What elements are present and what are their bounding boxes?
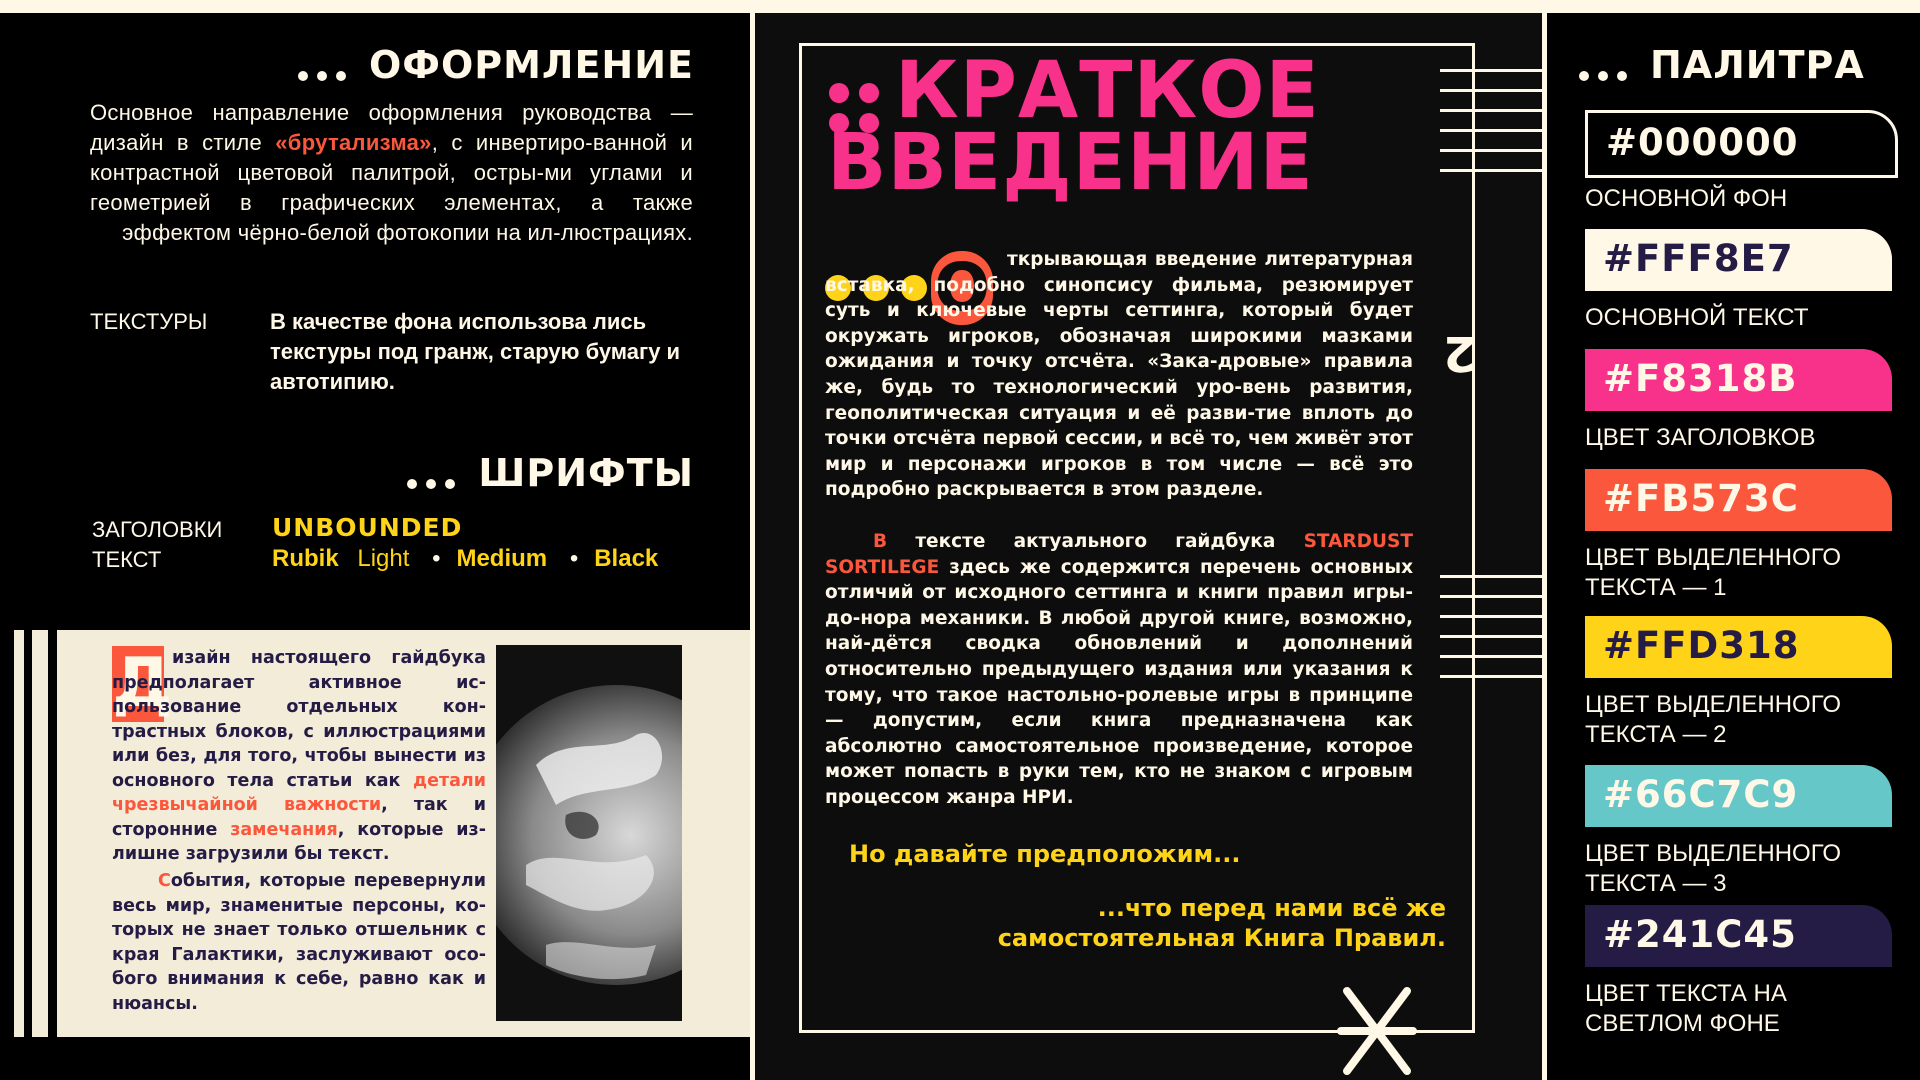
- swatch-3: [1585, 349, 1892, 411]
- fonts-text-values: [272, 545, 658, 573]
- font-weight-medium: Medium: [456, 545, 548, 572]
- design-intro: [90, 98, 693, 248]
- swatch-6: [1585, 765, 1892, 827]
- main-panel: [755, 13, 1542, 1080]
- swatch-label: ОСНОВНОЙ ТЕКСТ: [1585, 304, 1809, 331]
- sample-highlight-1: детали чрезвычайной важности: [112, 770, 486, 815]
- quote-2: [998, 893, 1446, 953]
- swatch-label: ЦВЕТ ТЕКСТА НА СВЕТЛОМ ФОНЕ: [1585, 980, 1787, 1037]
- swatch-hex: #66C7C9: [1603, 773, 1799, 816]
- swatch-hex: #241C45: [1603, 913, 1797, 956]
- intro-text-end: , с инвертиро-ванной и контрастной цветовой палитрой, остры-ми углами и геометрией в графических элементах, а также эффектом чёрно-белой фотокопии на ил-люстрациях.: [90, 130, 693, 245]
- main-title: [827, 46, 1320, 208]
- main-drop-cap: О: [931, 251, 993, 325]
- fonts-title: ШРИФТЫ: [478, 451, 694, 495]
- intro-text: Основное направление оформления руководства — дизайн в стиле: [90, 100, 693, 155]
- main-title-line1: КРАТКОЕ: [895, 46, 1320, 136]
- quote-1: Но давайте предположим...: [849, 840, 1241, 868]
- page-number: 2: [1443, 325, 1477, 381]
- swatch-label: ЦВЕТ ВЫДЕЛЕННОГО ТЕКСТА — 2: [1585, 691, 1842, 748]
- swatch-label: ОСНОВНОЙ ФОН: [1585, 185, 1788, 212]
- textures-text: В качестве фона использова лись текстуры под гранж, старую бумагу и автотипию.: [270, 309, 681, 394]
- p2-cap: В: [873, 531, 888, 552]
- dots-icon: [298, 46, 355, 90]
- sample-text: , так и сторонние: [112, 795, 486, 840]
- swatch-hex: #FB573C: [1603, 477, 1799, 520]
- design-title: ОФОРМЛЕНИЕ: [368, 43, 694, 87]
- star-icon: [1337, 985, 1417, 1080]
- palette-panel: [1547, 13, 1920, 1080]
- fonts-heading: [407, 451, 694, 498]
- bullet: •: [432, 545, 441, 572]
- sample-paragraph-2: [112, 869, 486, 1016]
- swatch-4: [1585, 469, 1892, 531]
- swatch-5: [1585, 616, 1892, 678]
- sample-highlight-2: замечания: [230, 819, 338, 840]
- palette-heading: [1579, 43, 1865, 90]
- design-panel: [0, 13, 750, 630]
- swatch-7: [1585, 905, 1892, 967]
- font-weight-light: Light: [357, 545, 410, 572]
- quote-2-line1: ...что перед нами всё же: [1097, 894, 1446, 922]
- sample-text: , которые из-лишне загрузили бы текст.: [112, 819, 486, 864]
- quote-2-line2: самостоятельная Книга Правил.: [997, 924, 1446, 952]
- textures-label: ТЕКСТУРЫ: [90, 309, 208, 334]
- earth-image: [496, 645, 682, 1021]
- sample-cap: С: [158, 871, 171, 891]
- main-title-line2: ВВЕДЕНИЕ: [827, 118, 1314, 208]
- swatch-hex: #000000: [1606, 121, 1799, 164]
- dots-icon: [1579, 46, 1636, 90]
- main-text: тексте актуального гайдбука: [887, 531, 1304, 552]
- top-stripes: [1440, 69, 1542, 189]
- sample-panel: [0, 630, 750, 1037]
- sample-footer-bar: [0, 1037, 750, 1080]
- swatch-label: ЦВЕТ ВЫДЕЛЕННОГО ТЕКСТА — 1: [1585, 544, 1842, 601]
- sample-paragraph-1: [112, 646, 486, 867]
- swatch-label: ЦВЕТ ЗАГОЛОВКОВ: [1585, 424, 1816, 451]
- sample-drop-cap: Д: [112, 644, 173, 723]
- font-family-rubik: Rubik: [272, 545, 339, 572]
- main-text: здесь же содержится перечень основных отличий от исходного сеттинга и книги правил игры-до-нора механики. В любой другой книге, возможно, най-дётся сводка обновлений и дополнений относительно предыдущего издания или указания к тому, что такое настольно-ролевые игры в принципе — допустим, если книга предназначена как абсолютно самостоятельное произведение, которое может попасть в руки тем, кто не знаком с игровым процессом жанра НРИ.: [825, 556, 1413, 808]
- game-title-highlight: STARDUST SORTILEGE: [825, 531, 1413, 578]
- swatch-hex: #FFF8E7: [1603, 237, 1794, 280]
- fonts-headings-value: UNBOUNDED: [272, 513, 463, 542]
- font-weight-black: Black: [594, 545, 659, 572]
- sample-text: изайн настоящего гайдбука предполагает активное ис-пользование отдельных кон-трастных блоков, с иллюстрациями или без, для того, чтобы вынести из основного тела статьи как: [112, 648, 486, 791]
- mid-stripes: [1440, 575, 1542, 695]
- main-paragraph-2: [825, 529, 1413, 811]
- palette-title: ПАЛИТРА: [1650, 43, 1865, 87]
- swatch-1: [1585, 110, 1898, 178]
- fonts-text-label: ТЕКСТ: [92, 547, 162, 572]
- swatch-hex: #F8318B: [1603, 357, 1798, 400]
- bullet: •: [569, 545, 579, 572]
- intro-highlight: «брутализма»: [275, 130, 432, 155]
- dots-icon: [407, 454, 464, 498]
- fonts-headings-label: ЗАГОЛОВКИ: [92, 517, 223, 542]
- sample-text: обытия, которые перевернули весь мир, знаменитые персоны, ко-торых не знает только отшельник с края Галактики, заслуживают осо-бого внимания к себе, равно как и нюансы.: [112, 871, 486, 1014]
- swatch-hex: #FFD318: [1603, 624, 1800, 667]
- swatch-label: ЦВЕТ ВЫДЕЛЕННОГО ТЕКСТА — 3: [1585, 840, 1842, 897]
- main-paragraph-1: ткрывающая введение литературная вставка, подобно синопсису фильма, резюмирует суть и ключевые черты сеттинга, который будет окружать игроков, обозначая широкими мазками ожидания и точку отсчёта. «Зака-дровые» правила же, будь то технологический уро-вень развития, геополитическая ситуация и её разви-тие вплоть до точки отсчёта первой сессии, и всё то, чем живёт этот мир и персонажи игроков в том числе — всё это подробно раскрывается в этом разделе.: [825, 249, 1413, 501]
- swatch-2: [1585, 229, 1892, 291]
- design-heading: [298, 43, 694, 90]
